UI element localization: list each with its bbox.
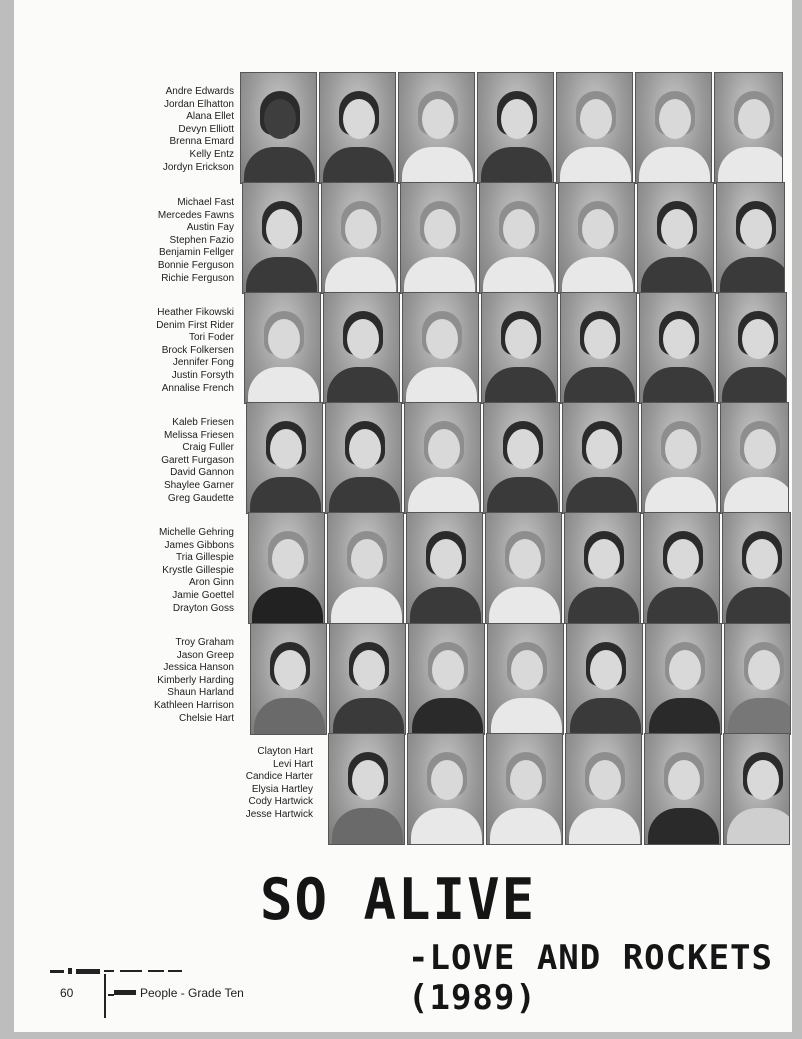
- student-photo: [641, 402, 718, 514]
- student-name: Kimberly Harding: [157, 674, 234, 686]
- photo-row-7: [328, 733, 790, 845]
- name-list-row-2: [14, 197, 234, 285]
- student-name: Jason Greep: [176, 649, 234, 661]
- student-name: Richie Ferguson: [161, 272, 234, 284]
- student-photo: [325, 402, 402, 514]
- student-name: Cody Hartwick: [248, 796, 313, 808]
- student-photo: [720, 402, 789, 514]
- photo-row-6: [250, 623, 791, 735]
- student-photo: [407, 733, 484, 845]
- student-photo: [483, 402, 560, 514]
- student-name: Jamie Goettel: [172, 589, 234, 601]
- student-name: Troy Graham: [175, 637, 234, 648]
- student-photo: [714, 72, 783, 184]
- student-photo: [321, 182, 398, 294]
- name-list-row-6: [14, 637, 234, 725]
- student-photo: [724, 623, 791, 735]
- section-label: People - Grade Ten: [140, 986, 244, 1000]
- student-name: Craig Fuller: [182, 442, 234, 454]
- student-name: Justin Forsyth: [171, 369, 234, 381]
- page-number: 60: [60, 986, 74, 1000]
- student-name: Jessica Hanson: [163, 662, 234, 674]
- student-photo: [564, 512, 641, 624]
- student-name: Shaylee Garner: [163, 479, 234, 491]
- student-name: Brenna Emard: [169, 136, 234, 148]
- student-name: Jesse Hartwick: [245, 808, 313, 820]
- photo-row-2: [242, 182, 785, 294]
- student-name: Andre Edwards: [165, 86, 234, 97]
- photo-row-4: [246, 402, 789, 514]
- student-photo: [645, 623, 722, 735]
- quote-title: SO ALIVE: [260, 866, 537, 933]
- student-photo: [481, 292, 558, 404]
- student-name: Levi Hart: [272, 758, 313, 770]
- name-list-row-5: [14, 527, 234, 615]
- student-name: Shaun Harland: [167, 687, 234, 699]
- student-photo: [558, 182, 635, 294]
- student-photo: [244, 292, 321, 404]
- student-name: Jordyn Erickson: [162, 161, 234, 173]
- student-photo: [635, 72, 712, 184]
- student-name: Michelle Gehring: [158, 527, 234, 538]
- student-name: Devyn Elliott: [178, 123, 234, 135]
- student-name: Brock Folkersen: [161, 344, 234, 356]
- name-list-row-3: [14, 307, 234, 395]
- student-photo: [250, 623, 327, 735]
- quote-attribution: -LOVE AND ROCKETS (1989): [408, 938, 773, 1018]
- student-name: Jordan Elhatton: [163, 98, 234, 110]
- student-name: Elysia Hartley: [251, 783, 313, 795]
- student-name: Annalise French: [161, 382, 234, 394]
- student-name: Clayton Hart: [257, 746, 313, 757]
- student-name: Austin Fay: [186, 222, 234, 234]
- student-name: Jennifer Fong: [172, 357, 234, 369]
- yearbook-page: [14, 0, 792, 1032]
- name-list-row-7: [94, 746, 313, 822]
- student-photo: [637, 182, 714, 294]
- student-photo: [319, 72, 396, 184]
- student-name: Garett Furgason: [161, 454, 234, 466]
- student-photo: [722, 512, 791, 624]
- student-photo: [408, 623, 485, 735]
- student-photo: [240, 72, 317, 184]
- student-name: Aron Ginn: [188, 577, 234, 589]
- student-name: Denim First Rider: [156, 319, 234, 331]
- student-photo: [327, 512, 404, 624]
- student-name: Kaleb Friesen: [172, 417, 234, 428]
- student-name: Mercedes Fawns: [157, 209, 234, 221]
- photo-row-5: [248, 512, 791, 624]
- student-name: Michael Fast: [177, 197, 234, 208]
- name-list-row-4: [14, 417, 234, 505]
- student-name: Kathleen Harrison: [153, 699, 234, 711]
- student-photo: [329, 623, 406, 735]
- student-name: Candice Harter: [245, 771, 313, 783]
- student-photo: [404, 402, 481, 514]
- name-list-row-1: [14, 86, 234, 174]
- student-photo: [400, 182, 477, 294]
- student-photo: [406, 512, 483, 624]
- student-photo: [566, 623, 643, 735]
- student-photo: [643, 512, 720, 624]
- student-photo: [487, 623, 564, 735]
- student-name: David Gannon: [170, 467, 234, 479]
- student-name: Greg Gaudette: [167, 492, 234, 504]
- student-name: Stephen Fazio: [169, 234, 234, 246]
- student-photo: [723, 733, 790, 845]
- student-name: Chelsie Hart: [178, 712, 234, 724]
- student-photo: [398, 72, 475, 184]
- student-photo: [402, 292, 479, 404]
- student-name: Melissa Friesen: [163, 429, 234, 441]
- student-photo: [716, 182, 785, 294]
- student-photo: [479, 182, 556, 294]
- student-photo: [556, 72, 633, 184]
- student-photo: [477, 72, 554, 184]
- student-name: Benjamin Fellger: [158, 247, 234, 259]
- student-photo: [639, 292, 716, 404]
- student-name: Kelly Entz: [189, 148, 234, 160]
- student-photo: [562, 402, 639, 514]
- student-photo: [246, 402, 323, 514]
- student-photo: [565, 733, 642, 845]
- student-name: Tori Foder: [188, 332, 234, 344]
- photo-row-1: [240, 72, 783, 184]
- student-photo: [323, 292, 400, 404]
- student-photo: [560, 292, 637, 404]
- student-name: Alana Ellet: [186, 111, 234, 123]
- student-photo: [486, 733, 563, 845]
- student-name: James Gibbons: [164, 539, 234, 551]
- student-photo: [485, 512, 562, 624]
- student-name: Krystle Gillespie: [162, 564, 234, 576]
- student-photo: [248, 512, 325, 624]
- student-name: Heather Fikowski: [157, 307, 234, 318]
- student-photo: [718, 292, 787, 404]
- student-name: Drayton Goss: [172, 602, 234, 614]
- student-photo: [328, 733, 405, 845]
- photo-row-3: [244, 292, 787, 404]
- student-photo: [644, 733, 721, 845]
- student-name: Tria Gillespie: [176, 552, 234, 564]
- student-photo: [242, 182, 319, 294]
- student-name: Bonnie Ferguson: [157, 259, 234, 271]
